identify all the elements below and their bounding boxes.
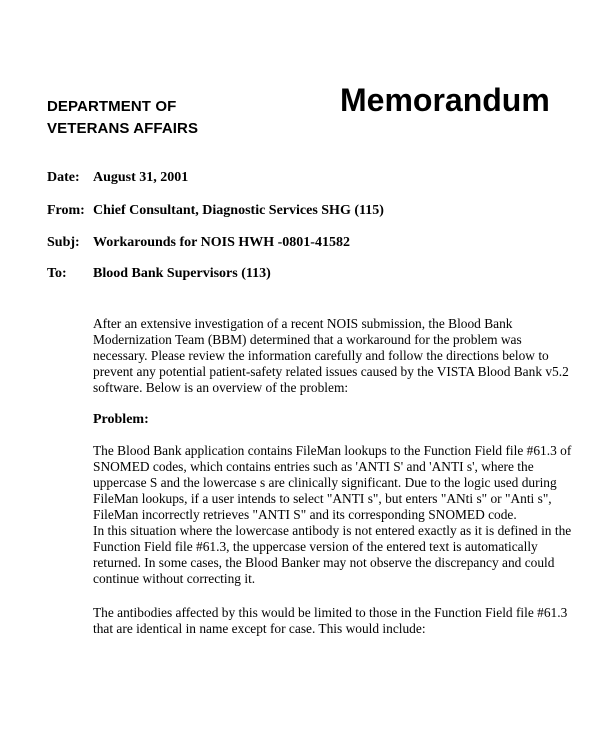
from-label: From: [47, 203, 85, 218]
intro-paragraph [93, 316, 569, 396]
to-label: To: [47, 266, 67, 281]
problem-line: continue without correcting it. [93, 571, 256, 586]
date-label: Date: [47, 170, 80, 185]
from-value: Chief Consultant, Diagnostic Services SHG (115) [93, 203, 384, 218]
memo-title: Memorandum [340, 82, 550, 118]
closing-line: that are identical in name except for case. This would include: [93, 621, 426, 636]
problem-line: uppercase S and the lowercase s are clinically significant. Due to the logic used during [93, 475, 557, 490]
department-name [47, 96, 198, 140]
to-value: Blood Bank Supervisors (113) [93, 266, 271, 281]
subject-value: Workarounds for NOIS HWH -0801-41582 [93, 235, 350, 250]
intro-line: prevent any potential patient-safety related issues caused by the VISTA Blood Bank v5.2 [93, 364, 569, 379]
problem-line: returned. In some cases, the Blood Banker may not observe the discrepancy and could [93, 555, 555, 570]
intro-line: After an extensive investigation of a recent NOIS submission, the Blood Bank [93, 316, 513, 331]
closing-paragraph [93, 605, 568, 637]
problem-line: In this situation where the lowercase antibody is not entered exactly as it is defined in the [93, 523, 572, 538]
intro-line: Modernization Team (BBM) determined that a workaround for the problem was [93, 332, 522, 347]
intro-line: software. Below is an overview of the problem: [93, 380, 349, 395]
problem-paragraph [93, 443, 572, 587]
problem-line: SNOMED codes, which contains entries such as 'ANTI S' and 'ANTI s', where the [93, 459, 534, 474]
closing-line: The antibodies affected by this would be limited to those in the Function Field file #61.3 [93, 605, 568, 620]
department-line-1: DEPARTMENT OF [47, 98, 177, 115]
problem-line: FileMan lookups, if a user intends to select "ANTI s", but enters "ANti s" or "Anti s", [93, 491, 552, 506]
intro-line: necessary. Please review the information carefully and follow the directions below to [93, 348, 549, 363]
problem-line: FileMan incorrectly retrieves "ANTI S" and its corresponding SNOMED code. [93, 507, 517, 522]
problem-line: Function Field file #61.3, the uppercase version of the entered text is automatically [93, 539, 538, 554]
problem-line: The Blood Bank application contains FileMan lookups to the Function Field file #61.3 of [93, 443, 572, 458]
department-line-2: VETERANS AFFAIRS [47, 120, 199, 137]
problem-heading: Problem: [93, 412, 149, 427]
date-value: August 31, 2001 [93, 170, 189, 185]
subject-label: Subj: [47, 235, 80, 250]
